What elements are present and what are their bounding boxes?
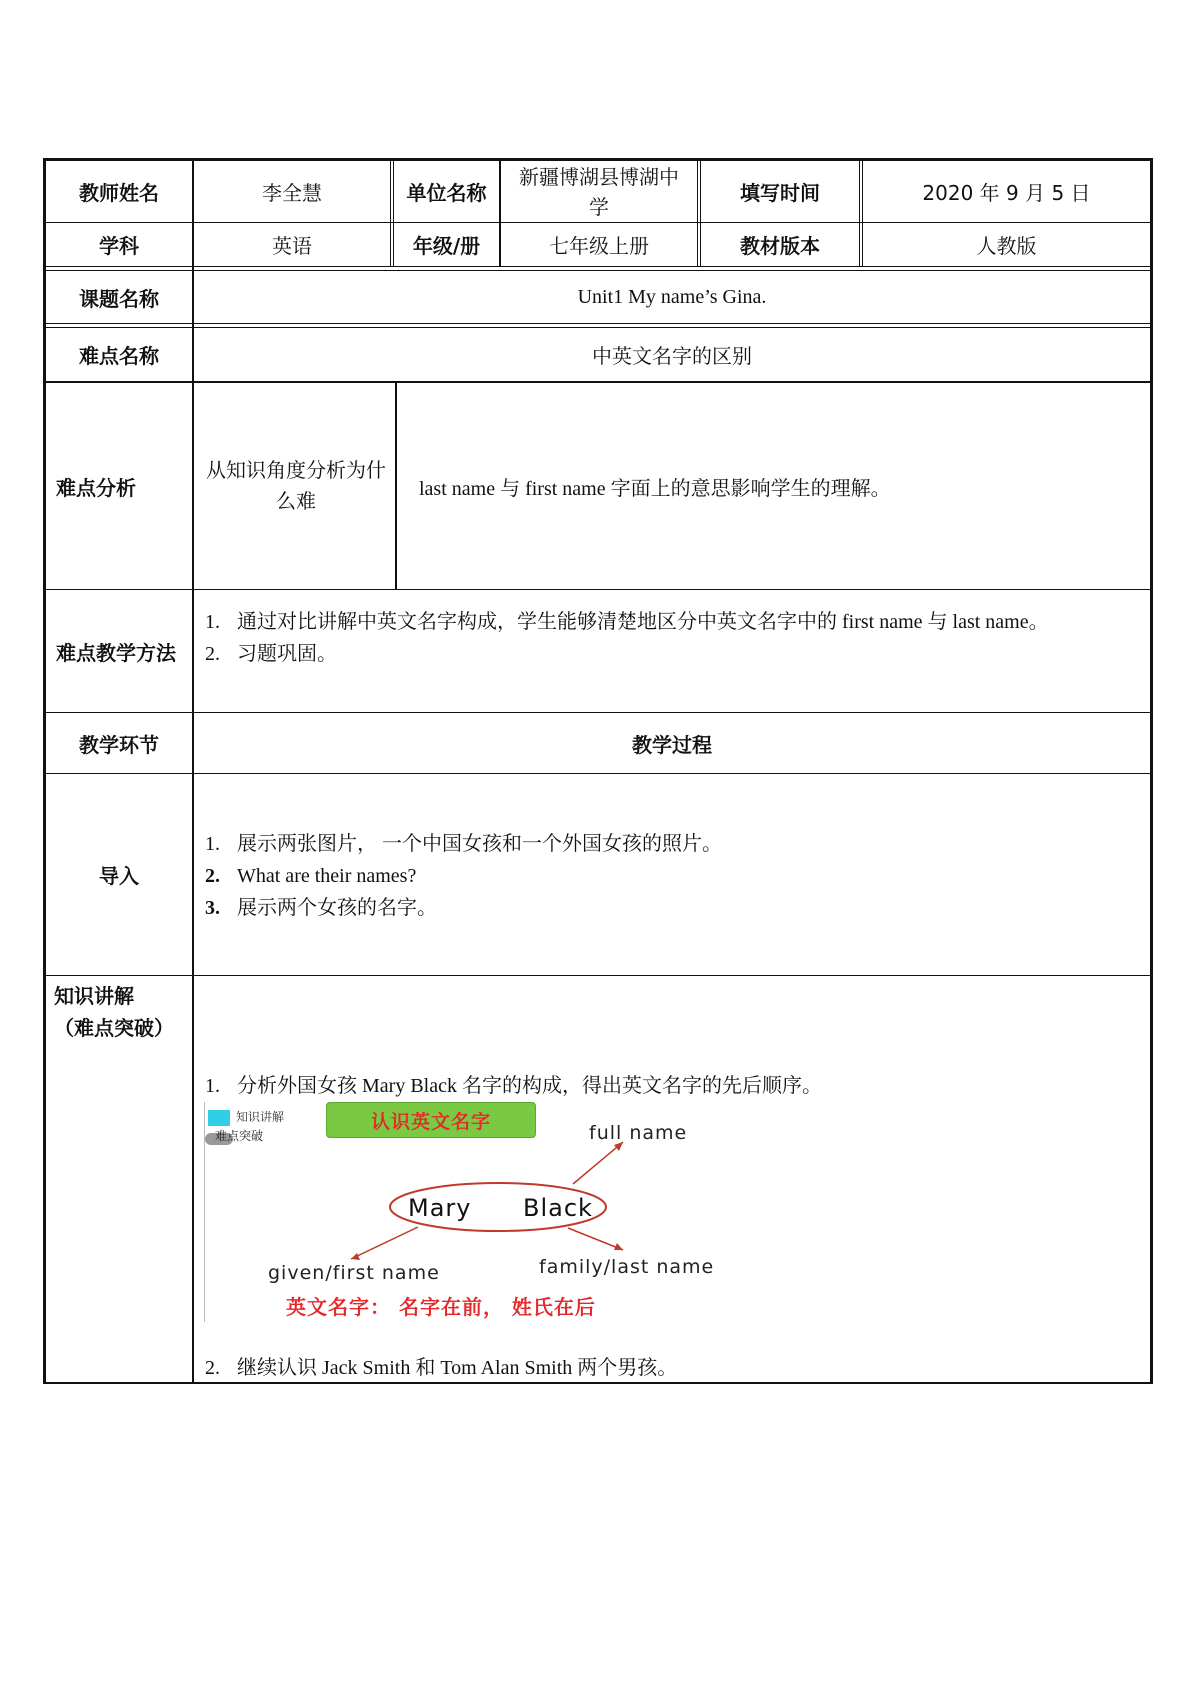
intro-list (205, 828, 1145, 924)
method-list (205, 606, 1145, 670)
first-word: Mary (408, 1194, 472, 1222)
list-item: 3. 展示两个女孩的名字。 (205, 897, 437, 919)
topic-value: Unit1 My name’s Gina. (577, 285, 767, 308)
process-step-label: 教学环节 (79, 732, 159, 757)
list-item: 1. 展示两张图片， 一个中国女孩和一个外国女孩的照片。 (205, 833, 722, 855)
table-col-2a (390, 158, 391, 267)
slide-tag-line2: 难点突破 (215, 1129, 264, 1143)
list-item: 2. What are their names? (205, 865, 417, 887)
table-line-row2a (43, 266, 1153, 267)
edition-label: 教材版本 (740, 234, 820, 258)
edition-value: 人教版 (976, 234, 1037, 258)
table-col-4a (697, 158, 698, 267)
topic-label: 课题名称 (79, 286, 159, 311)
grade-label: 年级/册 (412, 234, 481, 258)
method-label: 难点教学方法 (56, 640, 176, 665)
name-structure-slide (203, 1102, 763, 1322)
arrow-first-name (351, 1227, 418, 1259)
table-col-5a (859, 158, 860, 267)
table-line-row7 (43, 773, 1153, 774)
process-label: 教学过程 (632, 732, 712, 757)
arrow-last-name (568, 1228, 623, 1250)
full-name-label: full name (589, 1122, 688, 1144)
table-line-row3a (43, 323, 1153, 324)
knowledge-label-line2: （难点突破） (54, 1016, 174, 1040)
subject-value: 英语 (272, 234, 312, 258)
knowledge-label (54, 980, 192, 1044)
analysis-label: 难点分析 (56, 475, 136, 500)
difficulty-label: 难点名称 (79, 344, 159, 368)
unit-name-value: 新疆博湖县博湖中学 (519, 164, 679, 219)
intro-label: 导入 (99, 864, 139, 888)
family-name-label: family/last name (539, 1256, 715, 1278)
list-item: 2. 习题巩固。 (205, 643, 337, 665)
teacher-name-label: 教师姓名 (79, 181, 159, 205)
knowledge-label-line1: 知识讲解 (54, 984, 134, 1008)
fill-date-value: 2020 年 9 月 5 日 (922, 181, 1091, 205)
given-name-label: given/first name (268, 1262, 440, 1284)
grade-value: 七年级上册 (549, 234, 649, 258)
fill-date-label: 填写时间 (740, 181, 820, 205)
subject-label: 学科 (99, 234, 139, 258)
slide-banner: 认识英文名字 (326, 1102, 536, 1138)
table-border-right (1150, 158, 1153, 1384)
arrow-full-name (573, 1142, 623, 1184)
knowledge-item-1: 1. 分析外国女孩 Mary Black 名字的构成，得出英文名字的先后顺序。 (205, 1075, 822, 1097)
table-line-row8 (43, 975, 1153, 976)
difficulty-value: 中英文名字的区别 (592, 346, 752, 368)
slide-tag-line1: 知识讲解 (236, 1110, 285, 1124)
list-item: 1. 通过对比讲解中英文名字构成，学生能够清楚地区分中英文名字中的 first name 与 last name。 (205, 611, 1049, 633)
teacher-name-value: 李全慧 (262, 181, 322, 205)
analysis-value: last name 与 first name 字面上的意思影响学生的理解。 (419, 477, 891, 500)
knowledge-item-2: 2. 继续认识 Jack Smith 和 Tom Alan Smith 两个男孩。 (205, 1357, 678, 1379)
analysis-sub-label: 从知识角度分析为什么难 (206, 458, 386, 513)
unit-name-label: 单位名称 (406, 181, 487, 205)
second-word: Black (523, 1194, 593, 1222)
name-rule: 英文名字： 名字在前， 姓氏在后 (286, 1295, 596, 1319)
arrow-first-name-head (351, 1253, 360, 1260)
table-line-row5 (43, 589, 1153, 590)
